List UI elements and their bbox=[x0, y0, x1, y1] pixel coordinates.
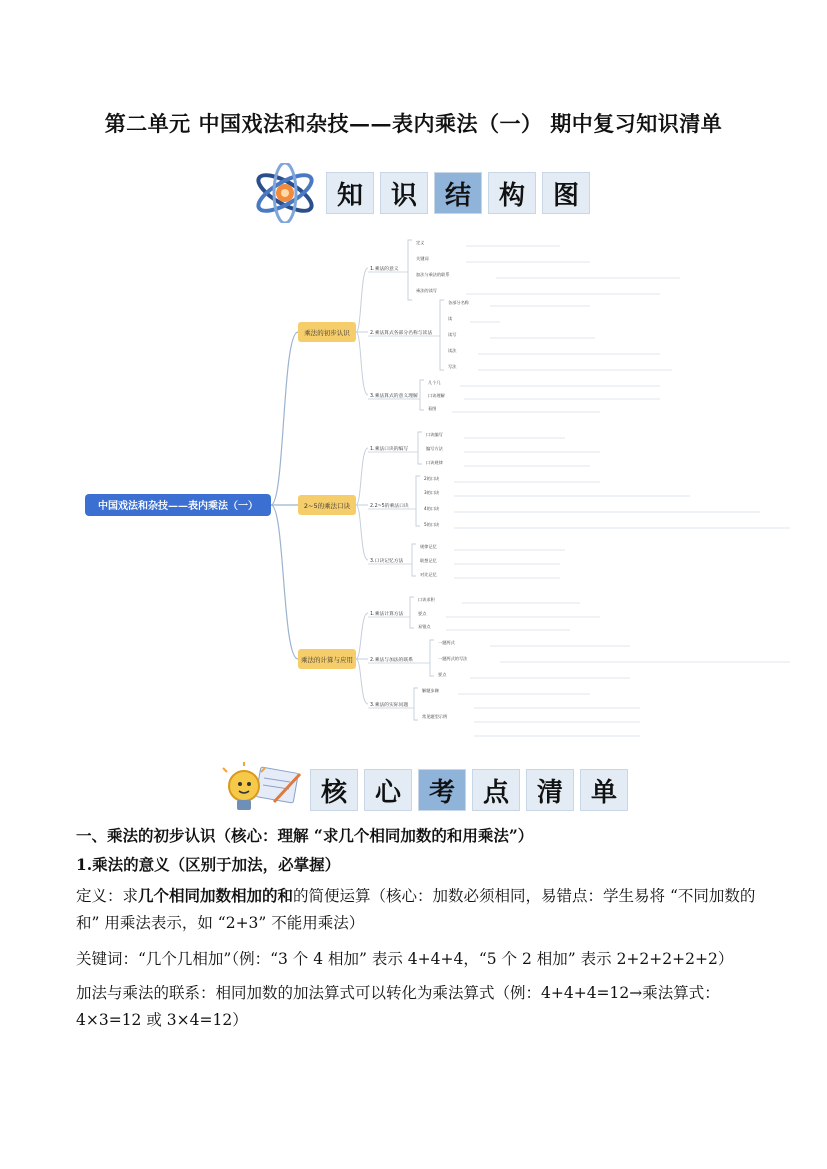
mind-map-branch: 乘法的初步认识 bbox=[304, 329, 350, 337]
mind-map-leaf: 要点 bbox=[418, 611, 427, 616]
mind-map-leaf: 3的口诀 bbox=[424, 490, 440, 495]
mind-map-sub: 1.乘法计算方法 bbox=[370, 612, 404, 617]
mind-map-leaf: 加法与乘法的联系 bbox=[416, 272, 450, 277]
banner-tile: 点 bbox=[472, 769, 520, 811]
mind-map-sub: 2.乘法与加法的联系 bbox=[370, 658, 413, 663]
mind-map-leaf: 乘法的读写 bbox=[416, 288, 437, 293]
mind-map-leaf: 常见题型示例 bbox=[422, 714, 448, 719]
mind-map-leaf: 联想记忆 bbox=[420, 558, 437, 563]
mind-map-leaf: 定义 bbox=[416, 240, 425, 245]
mind-map-leaf: 4的口诀 bbox=[424, 506, 440, 511]
mind-map-branch: 乘法的计算与应用 bbox=[301, 656, 353, 664]
banner-tile: 心 bbox=[364, 769, 412, 811]
core-points-banner bbox=[218, 762, 628, 818]
mind-map-leaf: 一题两式 bbox=[438, 640, 455, 645]
banner-tile: 核 bbox=[310, 769, 358, 811]
definition-prefix: 定义：求 bbox=[76, 887, 139, 905]
atom-icon bbox=[250, 163, 320, 223]
mind-map-sub: 1.乘法的意义 bbox=[370, 267, 399, 272]
lightbulb-icon bbox=[218, 762, 304, 818]
section-heading: 一、乘法的初步认识（核心：理解 “求几个相同加数的和用乘法”） bbox=[76, 826, 534, 845]
relation-paragraph: 加法与乘法的联系：相同加数的加法算式可以转化为乘法算式（例：4+4+4=12→乘法算式：4×3=12 或 3×4=12） bbox=[76, 984, 720, 1029]
mind-map-sub: 2.2~5的乘法口诀 bbox=[370, 504, 409, 509]
banner-tile: 知 bbox=[326, 172, 374, 214]
banner-tile: 单 bbox=[580, 769, 628, 811]
mind-map-leaf: 各部分名称 bbox=[448, 300, 469, 305]
page-title: 第二单元 中国戏法和杂技——表内乘法（一） 期中复习知识清单 bbox=[104, 111, 723, 136]
mind-map-leaf: 一题两式的写法 bbox=[438, 656, 468, 661]
mind-map bbox=[0, 230, 827, 750]
mind-map-root: 中国戏法和杂技——表内乘法（一） bbox=[98, 501, 258, 512]
definition-emphasis: 几个相同加数相加的和 bbox=[138, 886, 294, 905]
mind-map-sub: 3.口诀记忆方法 bbox=[370, 559, 404, 564]
mind-map-leaf: 口诀求积 bbox=[418, 597, 435, 602]
mind-map-leaf: 读写 bbox=[448, 332, 457, 337]
mind-map-leaf: 读法 bbox=[448, 348, 457, 353]
mind-map-leaf: 口诀规律 bbox=[426, 460, 443, 465]
keyword-paragraph: 关键词：“几个几相加”（例：“3 个 4 相加” 表示 4+4+4，“5 个 2 相加” 表示 2+2+2+2+2） bbox=[76, 950, 734, 968]
mind-map-leaf: 看图 bbox=[428, 406, 437, 411]
mind-map-leaf: 写法 bbox=[448, 364, 457, 369]
banner-tile: 构 bbox=[488, 172, 536, 214]
definition-paragraph bbox=[76, 882, 766, 937]
banner-tile: 结 bbox=[434, 172, 482, 214]
mind-map-sub: 2.乘法算式各部分名称与读法 bbox=[370, 331, 433, 336]
mind-map-leaf: 对比记忆 bbox=[420, 572, 437, 577]
mind-map-leaf: 口诀理解 bbox=[428, 393, 445, 398]
mind-map-leaf: 口诀编写 bbox=[426, 432, 443, 437]
mind-map-leaf: 规律记忆 bbox=[420, 544, 437, 549]
mind-map-leaf: 2的口诀 bbox=[424, 476, 440, 481]
mind-map-leaf: 关键词 bbox=[416, 256, 429, 261]
mind-map-leaf: 易错点 bbox=[418, 624, 431, 629]
banner-tile: 考 bbox=[418, 769, 466, 811]
knowledge-structure-banner bbox=[250, 163, 590, 223]
mind-map-sub: 3.乘法的实际问题 bbox=[370, 703, 409, 708]
mind-map-leaf: 几个几 bbox=[428, 380, 441, 385]
mind-map-leaf: 解题步骤 bbox=[422, 688, 439, 693]
banner-tile: 识 bbox=[380, 172, 428, 214]
mind-map-sub: 1.乘法口诀的编写 bbox=[370, 447, 409, 452]
mind-map-leaf: 5的口诀 bbox=[424, 522, 440, 527]
point-heading: 1.乘法的意义（区别于加法，必掌握） bbox=[76, 855, 341, 874]
mind-map-leaf: 编写方法 bbox=[426, 446, 443, 451]
mind-map-branch: 2~5的乘法口诀 bbox=[303, 502, 351, 510]
mind-map-leaf: 要点 bbox=[438, 672, 447, 677]
definition-suffix: 的简便运算（核心：加数必须相同，易错点：学生易将 “不同加数的和” 用乘法表示，如 “2+3” 不能用乘法） bbox=[76, 887, 756, 932]
banner-tile: 图 bbox=[542, 172, 590, 214]
mind-map-sub: 3.乘法算式的意义理解 bbox=[370, 394, 418, 399]
banner-tile: 清 bbox=[526, 769, 574, 811]
mind-map-leaf: 读 bbox=[448, 316, 453, 321]
